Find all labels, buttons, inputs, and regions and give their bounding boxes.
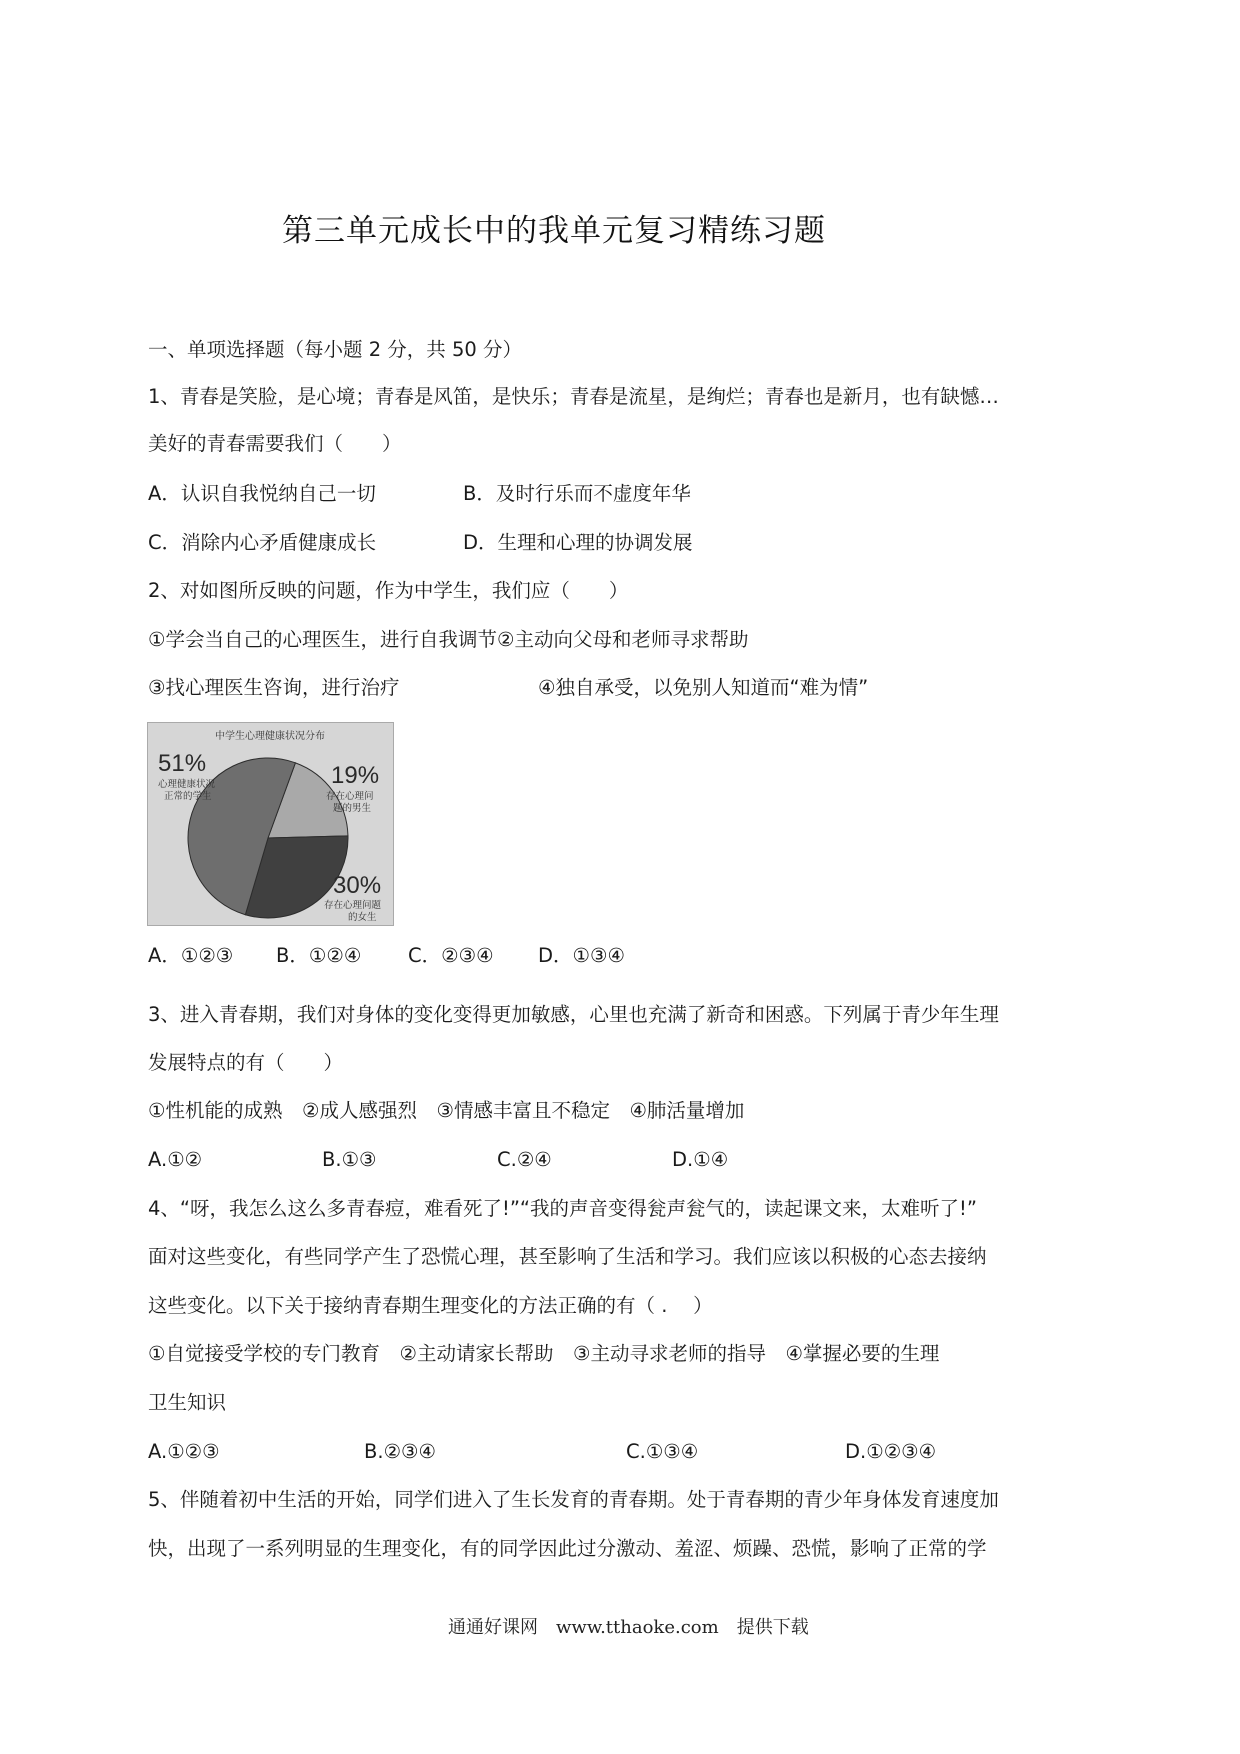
pct-label-normal: 51% — [158, 750, 207, 777]
q1-option-c: C．消除内心矛盾健康成长 — [148, 531, 377, 554]
pct-label-girls: 30% — [333, 872, 382, 899]
slice-label-normal-2: 正常的学生 — [164, 791, 212, 802]
q3-statements: ①性机能的成熟 ②成人感强烈 ③情感丰富且不稳定 ④肺活量增加 — [148, 1099, 745, 1122]
q2-option-b: B．①②④ — [276, 944, 362, 967]
q2-option-a: A．①②③ — [148, 944, 234, 967]
page-title: 第三单元成长中的我单元复习精练习题 — [282, 213, 826, 249]
slice-label-normal-1: 心理健康状况 — [158, 779, 216, 790]
q1-option-d: D．生理和心理的协调发展 — [463, 531, 693, 554]
q2-option-d: D．①③④ — [538, 944, 625, 967]
q3-stem-line2: 发展特点的有（ ） — [148, 1051, 344, 1074]
q2-option-c: C．②③④ — [408, 944, 494, 967]
q4-option-d: D.①②③④ — [845, 1440, 937, 1463]
pie-chart — [148, 723, 393, 925]
q1-stem-line1: 1、青春是笑脸，是心境；青春是风笛，是快乐；青春是流星，是绚烂；青春也是新月，也有缺憾… — [148, 385, 999, 408]
q4-statements-line2: 卫生知识 — [148, 1391, 227, 1414]
q3-stem-line1: 3、进入青春期，我们对身体的变化变得更加敏感，心里也充满了新奇和困惑。下列属于青少年生理 — [148, 1003, 999, 1026]
q1-option-b: B．及时行乐而不虚度年华 — [463, 482, 691, 505]
q3-option-d: D.①④ — [672, 1148, 729, 1171]
slice-label-boys-2: 题的男生 — [333, 803, 372, 814]
footer-source: 通通好课网 www.tthaoke.com 提供下载 — [448, 1617, 809, 1638]
q2-statement-line1: ①学会当自己的心理医生，进行自我调节②主动向父母和老师寻求帮助 — [148, 628, 749, 651]
q3-option-a: A.①② — [148, 1148, 203, 1171]
q2-stem: 2、对如图所反映的问题，作为中学生，我们应（ ） — [148, 579, 629, 602]
q3-option-b: B.①③ — [322, 1148, 377, 1171]
chart-title: 中学生心理健康状况分布 — [215, 731, 325, 742]
q4-statements-line1: ①自觉接受学校的专门教育 ②主动请家长帮助 ③主动寻求老师的指导 ④掌握必要的生理 — [148, 1342, 940, 1365]
q2-statement-3: ③找心理医生咨询，进行治疗 — [148, 676, 400, 699]
pie-chart-figure — [147, 722, 394, 926]
section-heading: 一、单项选择题（每小题 2 分，共 50 分） — [148, 338, 523, 361]
q3-option-c: C.②④ — [497, 1148, 552, 1171]
q5-stem-line2: 快，出现了一系列明显的生理变化，有的同学因此过分激动、羞涩、烦躁、恐慌，影响了正常的学 — [148, 1537, 987, 1560]
q4-stem-line3: 这些变化。以下关于接纳青春期生理变化的方法正确的有（ . ） — [148, 1294, 713, 1317]
q2-statement-4: ④独自承受，以免别人知道而“难为情” — [538, 676, 869, 699]
q4-option-a: A.①②③ — [148, 1440, 220, 1463]
q4-option-c: C.①③④ — [626, 1440, 699, 1463]
slice-label-boys-1: 存在心理问 — [326, 791, 374, 802]
q5-stem-line1: 5、伴随着初中生活的开始，同学们进入了生长发育的青春期。处于青春期的青少年身体发育速度加 — [148, 1488, 999, 1511]
slice-label-girls-2: 的女生 — [348, 912, 377, 923]
slice-label-girls-1: 存在心理问题 — [324, 900, 382, 911]
q4-stem-line1: 4、“呀，我怎么这么多青春痘，难看死了!”“我的声音变得瓮声瓮气的，读起课文来，太难听了!” — [148, 1197, 977, 1220]
q4-stem-line2: 面对这些变化，有些同学产生了恐慌心理，甚至影响了生活和学习。我们应该以积极的心态去接纳 — [148, 1245, 987, 1268]
pct-label-boys: 19% — [331, 762, 380, 789]
q4-option-b: B.②③④ — [364, 1440, 437, 1463]
q1-stem-line2: 美好的青春需要我们（ ） — [148, 432, 402, 455]
q1-option-a: A．认识自我悦纳自己一切 — [148, 482, 376, 505]
